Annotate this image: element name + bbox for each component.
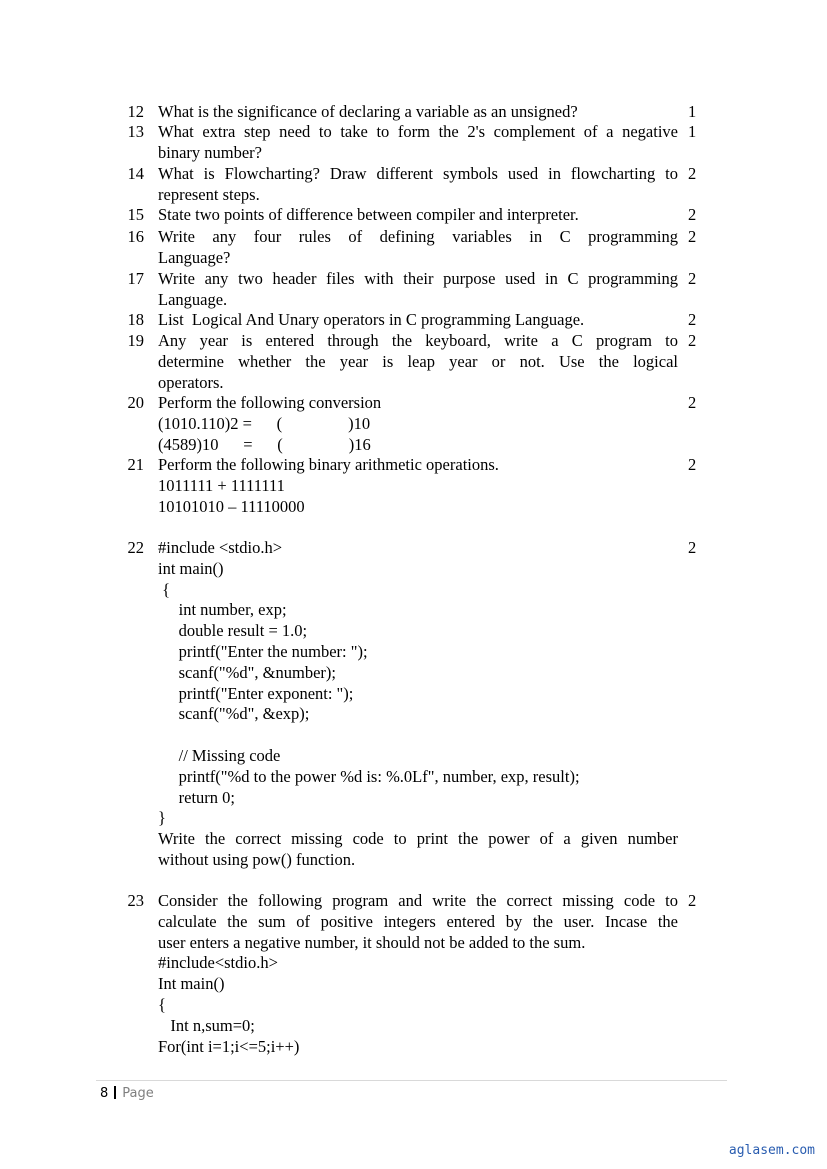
question-text-line: Write any two header files with their purpose used in C programming (158, 269, 678, 288)
question-marks: 2 (688, 205, 697, 224)
question-number: 17 (127, 269, 144, 288)
question-text-line: printf("%d to the power %d is: %.0Lf", number, exp, result); (158, 766, 580, 786)
question-text-line: return 0; (158, 787, 235, 807)
question-number: 18 (127, 310, 144, 329)
question-marks: 2 (688, 455, 697, 474)
question-marks: 2 (688, 538, 697, 557)
question-text-line: operators. (158, 372, 224, 392)
question-text-line: printf("Enter the number: "); (158, 642, 368, 661)
question-text-line: Perform the following binary arithmetic operations. (158, 455, 499, 474)
page-footer (100, 1085, 154, 1103)
question-text-line: 1011111 + 1111111 (158, 475, 285, 495)
question-number: 22 (127, 538, 144, 557)
question-text-line: Any year is entered through the keyboard, write a C program to (158, 331, 678, 350)
question-marks: 2 (688, 331, 697, 350)
question-text-line: represent steps. (158, 184, 260, 204)
question-marks: 2 (688, 227, 697, 246)
question-marks: 2 (688, 891, 697, 910)
question-text-line: (1010.110)2 = ( )10 (158, 413, 371, 433)
footer-divider (96, 1080, 727, 1081)
question-text-line: without using pow() function. (158, 850, 356, 869)
question-text-line: #include <stdio.h> (158, 538, 283, 557)
question-text-line: scanf("%d", &number); (158, 662, 336, 682)
question-text-line: What is the significance of declaring a variable as an unsigned? (158, 102, 578, 121)
question-number: 12 (127, 102, 144, 121)
question-number: 23 (127, 891, 144, 910)
question-text-line: Language? (158, 247, 231, 267)
question-text-line: } (158, 808, 166, 828)
question-marks: 1 (688, 102, 697, 121)
question-number: 16 (127, 227, 144, 246)
question-number: 21 (127, 455, 144, 474)
question-text-line: Write any four rules of defining variables in C programming (158, 227, 678, 246)
question-text-line: Int n,sum=0; (158, 1015, 255, 1035)
question-number: 13 (127, 122, 144, 141)
question-text-line: user enters a negative number, it should not be added to the sum. (158, 932, 586, 952)
question-text-line: Int main() (158, 974, 225, 994)
question-text-line: binary number? (158, 142, 263, 162)
question-text-line: What extra step need to take to form the 2's complement of a negative (158, 122, 678, 141)
question-text-line: int number, exp; (158, 600, 287, 620)
question-number: 20 (127, 393, 144, 412)
question-marks: 2 (688, 164, 697, 183)
question-text-line: printf("Enter exponent: "); (158, 683, 354, 703)
question-number: 15 (127, 205, 144, 224)
page-label: Page (122, 1086, 154, 1101)
question-text-line: #include<stdio.h> (158, 953, 278, 973)
footer-separator (114, 1086, 116, 1099)
question-number: 14 (127, 164, 144, 183)
question-text-line: { (158, 579, 171, 599)
question-text-line: State two points of difference between compiler and interpreter. (158, 205, 579, 224)
question-text-line: calculate the sum of positive integers entered by the user. Incase the (158, 911, 678, 931)
question-text-line: determine whether the year is leap year or not. Use the logical (158, 351, 678, 371)
question-marks: 2 (688, 269, 697, 288)
question-text-line: double result = 1.0; (158, 621, 308, 641)
question-marks: 1 (688, 122, 697, 141)
question-text-line: int main() (158, 558, 224, 578)
question-text-line: What is Flowcharting? Draw different symbols used in flowcharting to (158, 164, 678, 183)
question-text-line: Write the correct missing code to print the power of a given number (158, 829, 678, 849)
question-text-line: // Missing code (158, 746, 281, 765)
watermark: aglasem.com (728, 1143, 815, 1158)
question-text-line: 10101010 – 11110000 (158, 496, 305, 516)
question-number: 19 (127, 331, 144, 350)
question-text-line: List Logical And Unary operators in C programming Language. (158, 310, 585, 329)
question-text-line: Language. (158, 289, 228, 309)
question-text-line: (4589)10 = ( )16 (158, 434, 371, 454)
question-text-line: For(int i=1;i<=5;i++) (158, 1036, 300, 1056)
question-text-line: { (158, 995, 166, 1014)
page-number: 8 (100, 1086, 109, 1101)
question-text-line: scanf("%d", &exp); (158, 704, 310, 724)
question-text-line: Perform the following conversion (158, 393, 382, 412)
question-marks: 2 (688, 310, 697, 329)
question-marks: 2 (688, 393, 697, 412)
question-text-line: Consider the following program and write the correct missing code to (158, 891, 678, 910)
